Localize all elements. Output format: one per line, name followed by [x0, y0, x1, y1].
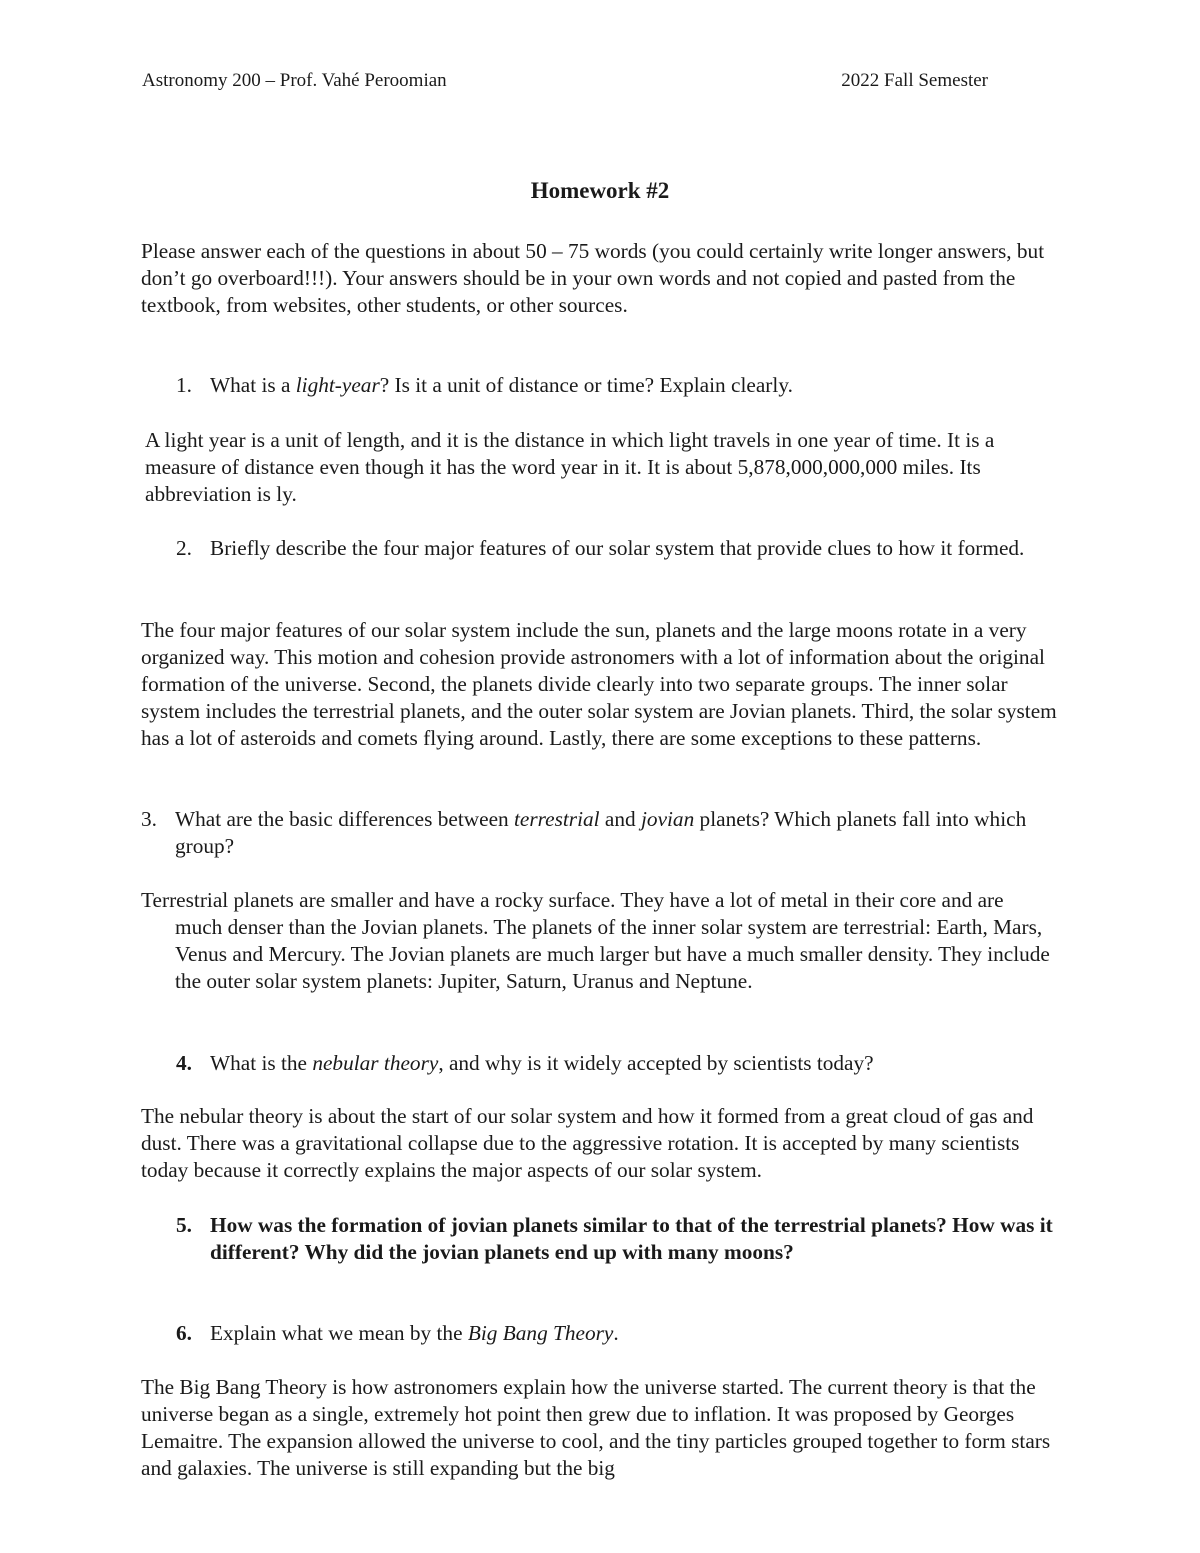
page-header: [142, 70, 988, 92]
question-emphasis: terrestrial: [514, 807, 600, 831]
semester-label: 2022 Fall Semester: [841, 70, 988, 91]
answer-3: Terrestrial planets are smaller and have a rocky surface. They have a lot of metal in their core and are much denser than the Jovian planets. The planets of the inner solar system are terrestrial: Earth, Mars, Venus and Mercury. The Jovian planets are much larger but have a much smaller density. They include the outer solar system planets: Jupiter, Saturn, Uranus and Neptune.: [141, 888, 1050, 993]
question-emphasis: jovian: [641, 807, 695, 831]
question-number: 4.: [176, 1051, 192, 1075]
question-text-part: What is a: [210, 373, 296, 397]
question-2: [176, 535, 1056, 562]
question-text-part: ? Is it a unit of distance or time? Explain clearly.: [379, 373, 793, 397]
question-text: [176, 1050, 1056, 1077]
question-text: [176, 1320, 1056, 1347]
question-text: [176, 372, 1056, 399]
question-text-part: planets? Which planets fall into which group?: [175, 807, 1027, 858]
answer-6: The Big Bang Theory is how astronomers explain how the universe started. The current theory is that the universe began as a single, extremely hot point then grew due to inflation. It was proposed by Georges Lemaitre. The expansion allowed the universe to cool, and the tiny particles grouped together to form stars and galaxies. The universe is still expanding but the big: [141, 1375, 1051, 1480]
question-text-part: .: [613, 1321, 619, 1345]
question-text-part: What are the basic differences between: [175, 807, 514, 831]
question-4: [176, 1050, 1056, 1077]
question-1: [176, 372, 1056, 399]
question-number: 5.: [176, 1213, 192, 1237]
question-emphasis: Big Bang Theory: [467, 1321, 614, 1345]
course-label: Astronomy 200 – Prof. Vahé Peroomian: [142, 70, 447, 91]
question-number: 3.: [141, 807, 157, 831]
question-number: 6.: [176, 1321, 192, 1345]
question-text-part: , and why is it widely accepted by scientists today?: [438, 1051, 874, 1075]
intro-paragraph: Please answer each of the questions in about 50 – 75 words (you could certainly write longer answers, but don’t go overboard!!!). Your answers should be in your own words and not copied and pasted from the textbook, from websites, other students, or other sources.: [141, 239, 1045, 317]
question-emphasis: nebular theory: [312, 1051, 439, 1075]
question-number: 1.: [176, 373, 192, 397]
answer-2: The four major features of our solar system include the sun, planets and the large moons rotate in a very organized way. This motion and cohesion provide astronomers with a lot of information about the original formation of the universe. Second, the planets divide clearly into two separate groups. The inner solar system includes the terrestrial planets, and the outer solar system are Jovian planets. Third, the solar system has a lot of asteroids and comets flying around. Lastly, there are some exceptions to these patterns.: [141, 618, 1057, 750]
question-5: [176, 1212, 1056, 1266]
answer-4: The nebular theory is about the start of our solar system and how it formed from a great cloud of gas and dust. There was a gravitational collapse due to the aggressive rotation. It is accepted by many scientists today because it correctly explains the major aspects of our solar system.: [141, 1104, 1034, 1182]
answer-1: A light year is a unit of length, and it is the distance in which light travels in one year of time. It is a measure of distance even though it has the word year in it. It is about 5,878,000,000,000 miles. Its abbreviation is ly.: [145, 428, 995, 506]
question-text: [141, 806, 1056, 860]
question-text: Briefly describe the four major features of our solar system that provide clues to how it formed.: [210, 536, 1025, 560]
question-text-part: What is the: [210, 1051, 313, 1075]
question-emphasis: light-year: [295, 373, 380, 397]
question-text: How was the formation of jovian planets similar to that of the terrestrial planets? How was it different? Why did the jovian planets end up with many moons?: [210, 1213, 1053, 1264]
question-text-part: and: [599, 807, 641, 831]
question-3: [141, 806, 1056, 860]
page-title: Homework #2: [530, 178, 670, 203]
question-text-part: Explain what we mean by the: [210, 1321, 468, 1345]
question-6: [176, 1320, 1056, 1347]
question-number: 2.: [176, 536, 192, 560]
